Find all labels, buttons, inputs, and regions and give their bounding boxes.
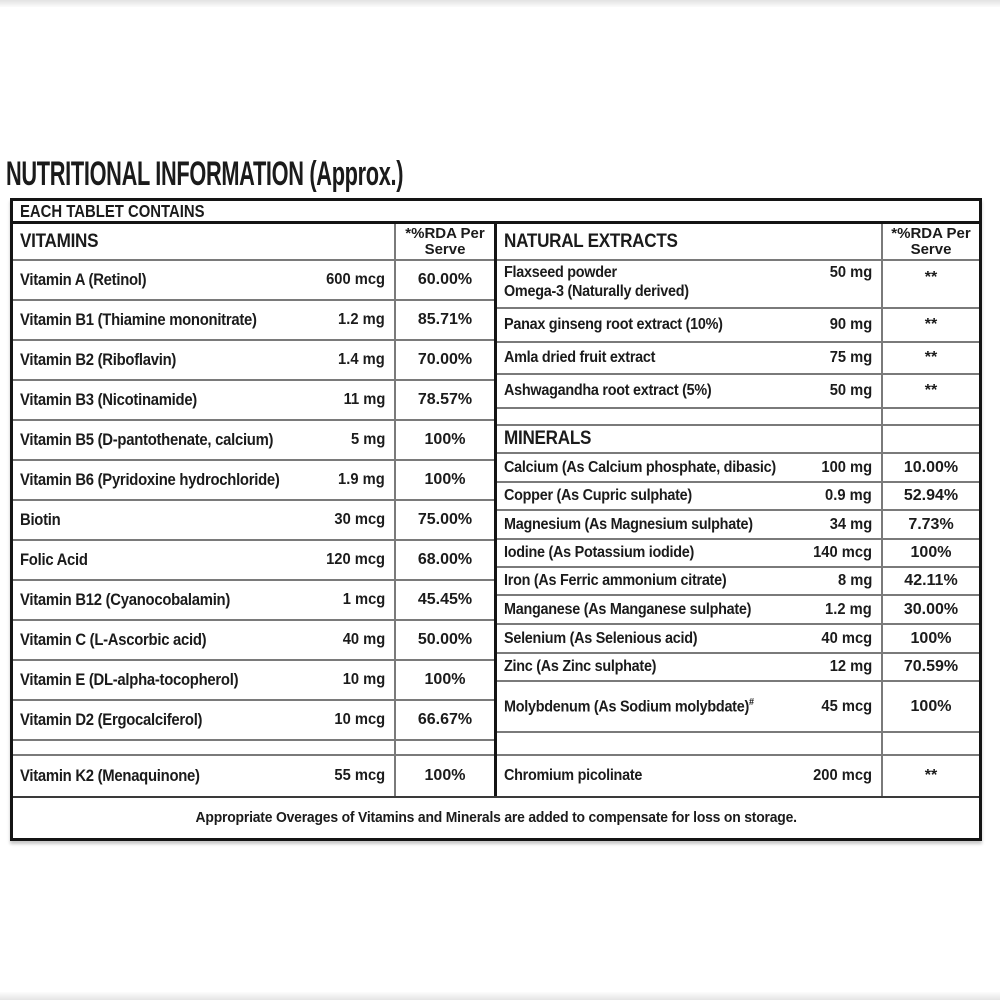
nutrient-rda: 85.71% xyxy=(394,301,494,339)
nutrition-table xyxy=(10,198,982,841)
table-row xyxy=(497,454,979,483)
nutrient-rda: 100% xyxy=(394,421,494,459)
nutrient-amount: 100 mg xyxy=(821,458,872,476)
table-row xyxy=(13,461,494,501)
each-tablet-contains-row xyxy=(13,201,979,224)
table-row xyxy=(497,511,979,540)
each-tablet-contains-label: EACH TABLET CONTAINS xyxy=(20,200,205,221)
nutrient-name: Vitamin B1 (Thiamine mononitrate) xyxy=(20,310,257,329)
nutrient-name: Copper (As Cupric sulphate) xyxy=(504,487,692,504)
nutrient-name: Vitamin C (L-Ascorbic acid) xyxy=(20,630,207,649)
nutrient-rda: 100% xyxy=(881,682,979,731)
nutrient-amount: 45 mcg xyxy=(821,697,872,715)
spacer-row xyxy=(497,733,979,756)
nutrient-name: Magnesium (As Magnesium sulphate) xyxy=(504,515,753,533)
footnote-marker: # xyxy=(748,696,754,708)
rda-per-serve-header: *%RDA Per Serve xyxy=(394,224,494,259)
nutrient-amount: 8 mg xyxy=(837,572,872,589)
nutrient-amount: 140 mcg xyxy=(813,544,872,561)
nutrient-name: Vitamin A (Retinol) xyxy=(20,270,147,289)
table-row xyxy=(497,654,979,682)
table-row xyxy=(13,661,494,701)
nutrient-amount: 1 mcg xyxy=(342,591,385,608)
page-title: NUTRITIONAL INFORMATION (Approx.) xyxy=(6,155,404,193)
extracts-minerals-table xyxy=(497,224,979,796)
nutrient-amount: 50 mg xyxy=(829,382,872,399)
rda-per-serve-header: *%RDA Per Serve xyxy=(881,224,979,259)
nutrient-amount: 5 mg xyxy=(350,431,385,448)
nutrient-rda: 10.00% xyxy=(881,454,979,481)
nutrient-rda: 45.45% xyxy=(394,581,494,619)
table-row xyxy=(13,701,494,741)
table-columns xyxy=(13,224,979,796)
nutrient-rda: ** xyxy=(881,261,979,307)
nutrient-amount: 40 mg xyxy=(342,631,385,648)
table-row xyxy=(497,261,979,309)
nutrient-rda: 70.00% xyxy=(394,341,494,379)
nutrient-amount: 1.9 mg xyxy=(338,471,385,488)
extracts-header-row xyxy=(497,224,979,261)
nutrient-amount: 200 mcg xyxy=(813,767,872,784)
nutrient-rda: 50.00% xyxy=(394,621,494,659)
nutrient-amount: 75 mg xyxy=(829,349,872,366)
nutrient-name: Vitamin B5 (D-pantothenate, calcium) xyxy=(20,430,274,449)
table-row xyxy=(13,541,494,581)
vitamins-header-row xyxy=(13,224,494,261)
nutrient-amount: 11 mg xyxy=(343,391,385,408)
table-row xyxy=(13,501,494,541)
nutrient-name: Vitamin B12 (Cyanocobalamin) xyxy=(20,590,231,609)
nutrient-rda: 100% xyxy=(394,661,494,699)
nutrient-rda: ** xyxy=(881,343,979,373)
nutrient-rda: 60.00% xyxy=(394,261,494,299)
nutrient-rda: 100% xyxy=(881,625,979,652)
table-row xyxy=(497,568,979,596)
nutrient-name: Manganese (As Manganese sulphate) xyxy=(504,600,752,618)
nutrient-name: Vitamin E (DL-alpha-tocopherol) xyxy=(20,670,239,689)
nutrient-name: Chromium picolinate xyxy=(504,767,643,784)
footer-note: Appropriate Overages of Vitamins and Minerals are added to compensate for loss on storage. xyxy=(195,810,797,826)
nutrient-name: Vitamin B3 (Nicotinamide) xyxy=(20,390,197,409)
vitamins-section-header: VITAMINS xyxy=(20,230,99,252)
photo-top-edge xyxy=(0,0,1000,7)
nutrient-name: Vitamin K2 (Menaquinone) xyxy=(20,766,200,785)
extracts-section-header: NATURAL EXTRACTS xyxy=(504,230,678,252)
table-row xyxy=(13,261,494,301)
minerals-section-header: MINERALS xyxy=(504,428,592,449)
nutrient-amount: 10 mg xyxy=(342,671,385,688)
nutrient-rda: 100% xyxy=(394,461,494,499)
nutrient-amount: 90 mg xyxy=(829,316,872,333)
nutrient-rda: 30.00% xyxy=(881,596,979,623)
table-row xyxy=(497,483,979,511)
vitamins-table xyxy=(13,224,497,796)
nutrient-rda: 7.73% xyxy=(881,511,979,538)
table-row xyxy=(13,621,494,661)
nutrient-name: Vitamin D2 (Ergocalciferol) xyxy=(20,710,203,729)
table-row xyxy=(497,756,979,796)
table-row xyxy=(497,596,979,625)
nutrient-name: Amla dried fruit extract xyxy=(504,349,656,366)
nutrient-amount: 120 mcg xyxy=(326,551,385,568)
nutrient-amount: 50 mg xyxy=(829,264,872,281)
nutrient-rda: 100% xyxy=(881,540,979,566)
nutrient-amount: 10 mcg xyxy=(334,711,385,728)
nutrient-name: Panax ginseng root extract (10%) xyxy=(504,316,723,333)
nutrient-rda: ** xyxy=(881,309,979,341)
table-row xyxy=(13,581,494,621)
table-row xyxy=(13,421,494,461)
nutrient-rda: 70.59% xyxy=(881,654,979,680)
nutrient-name: Iodine (As Potassium iodide) xyxy=(504,544,695,561)
nutrient-name: Vitamin B2 (Riboflavin) xyxy=(20,350,177,369)
nutrient-name: Zinc (As Zinc sulphate) xyxy=(504,658,657,675)
footer-note-row xyxy=(13,796,979,838)
nutrient-rda: 66.67% xyxy=(394,701,494,739)
nutrient-name: Flaxseed powder Omega-3 (Naturally derived) xyxy=(504,264,689,300)
nutrient-amount: 40 mcg xyxy=(821,629,872,647)
table-row xyxy=(13,341,494,381)
table-row xyxy=(497,375,979,409)
nutrient-rda: 78.57% xyxy=(394,381,494,419)
nutrient-rda: 100% xyxy=(394,756,494,796)
nutrient-amount: 600 mcg xyxy=(326,271,385,288)
nutrient-amount: 12 mg xyxy=(829,658,872,675)
nutrient-amount: 34 mg xyxy=(829,515,872,533)
nutrient-rda: ** xyxy=(881,375,979,407)
nutrient-amount: 0.9 mg xyxy=(825,487,872,504)
nutrient-rda: 75.00% xyxy=(394,501,494,539)
spacer-row xyxy=(497,409,979,426)
minerals-header-row xyxy=(497,426,979,454)
nutrient-name: Vitamin B6 (Pyridoxine hydrochloride) xyxy=(20,470,280,489)
nutrient-amount: 1.2 mg xyxy=(825,600,872,618)
nutrient-amount: 1.2 mg xyxy=(338,311,385,328)
nutrient-name: Biotin xyxy=(20,510,61,529)
nutrient-amount: 55 mcg xyxy=(334,767,385,784)
nutrient-amount: 30 mcg xyxy=(334,511,385,528)
nutrient-name: Calcium (As Calcium phosphate, dibasic) xyxy=(504,458,776,476)
nutrient-name: Selenium (As Selenious acid) xyxy=(504,629,698,647)
nutrient-name: Molybdenum (As Sodium molybdate)# xyxy=(504,696,754,716)
nutrient-name: Iron (As Ferric ammonium citrate) xyxy=(504,572,727,589)
table-row xyxy=(497,625,979,654)
table-row xyxy=(13,381,494,421)
nutrient-rda: 52.94% xyxy=(881,483,979,509)
nutrient-rda: 42.11% xyxy=(881,568,979,594)
spacer-row xyxy=(13,741,494,756)
nutrient-rda: ** xyxy=(881,756,979,796)
photo-bottom-edge xyxy=(0,992,1000,1000)
nutrient-amount: 1.4 mg xyxy=(338,351,385,368)
nutrient-name: Folic Acid xyxy=(20,550,88,569)
table-row xyxy=(497,682,979,733)
table-row xyxy=(497,309,979,343)
table-row xyxy=(13,301,494,341)
table-row xyxy=(13,756,494,796)
table-row xyxy=(497,540,979,568)
table-row xyxy=(497,343,979,375)
nutrient-rda: 68.00% xyxy=(394,541,494,579)
nutrient-name: Ashwagandha root extract (5%) xyxy=(504,382,712,399)
